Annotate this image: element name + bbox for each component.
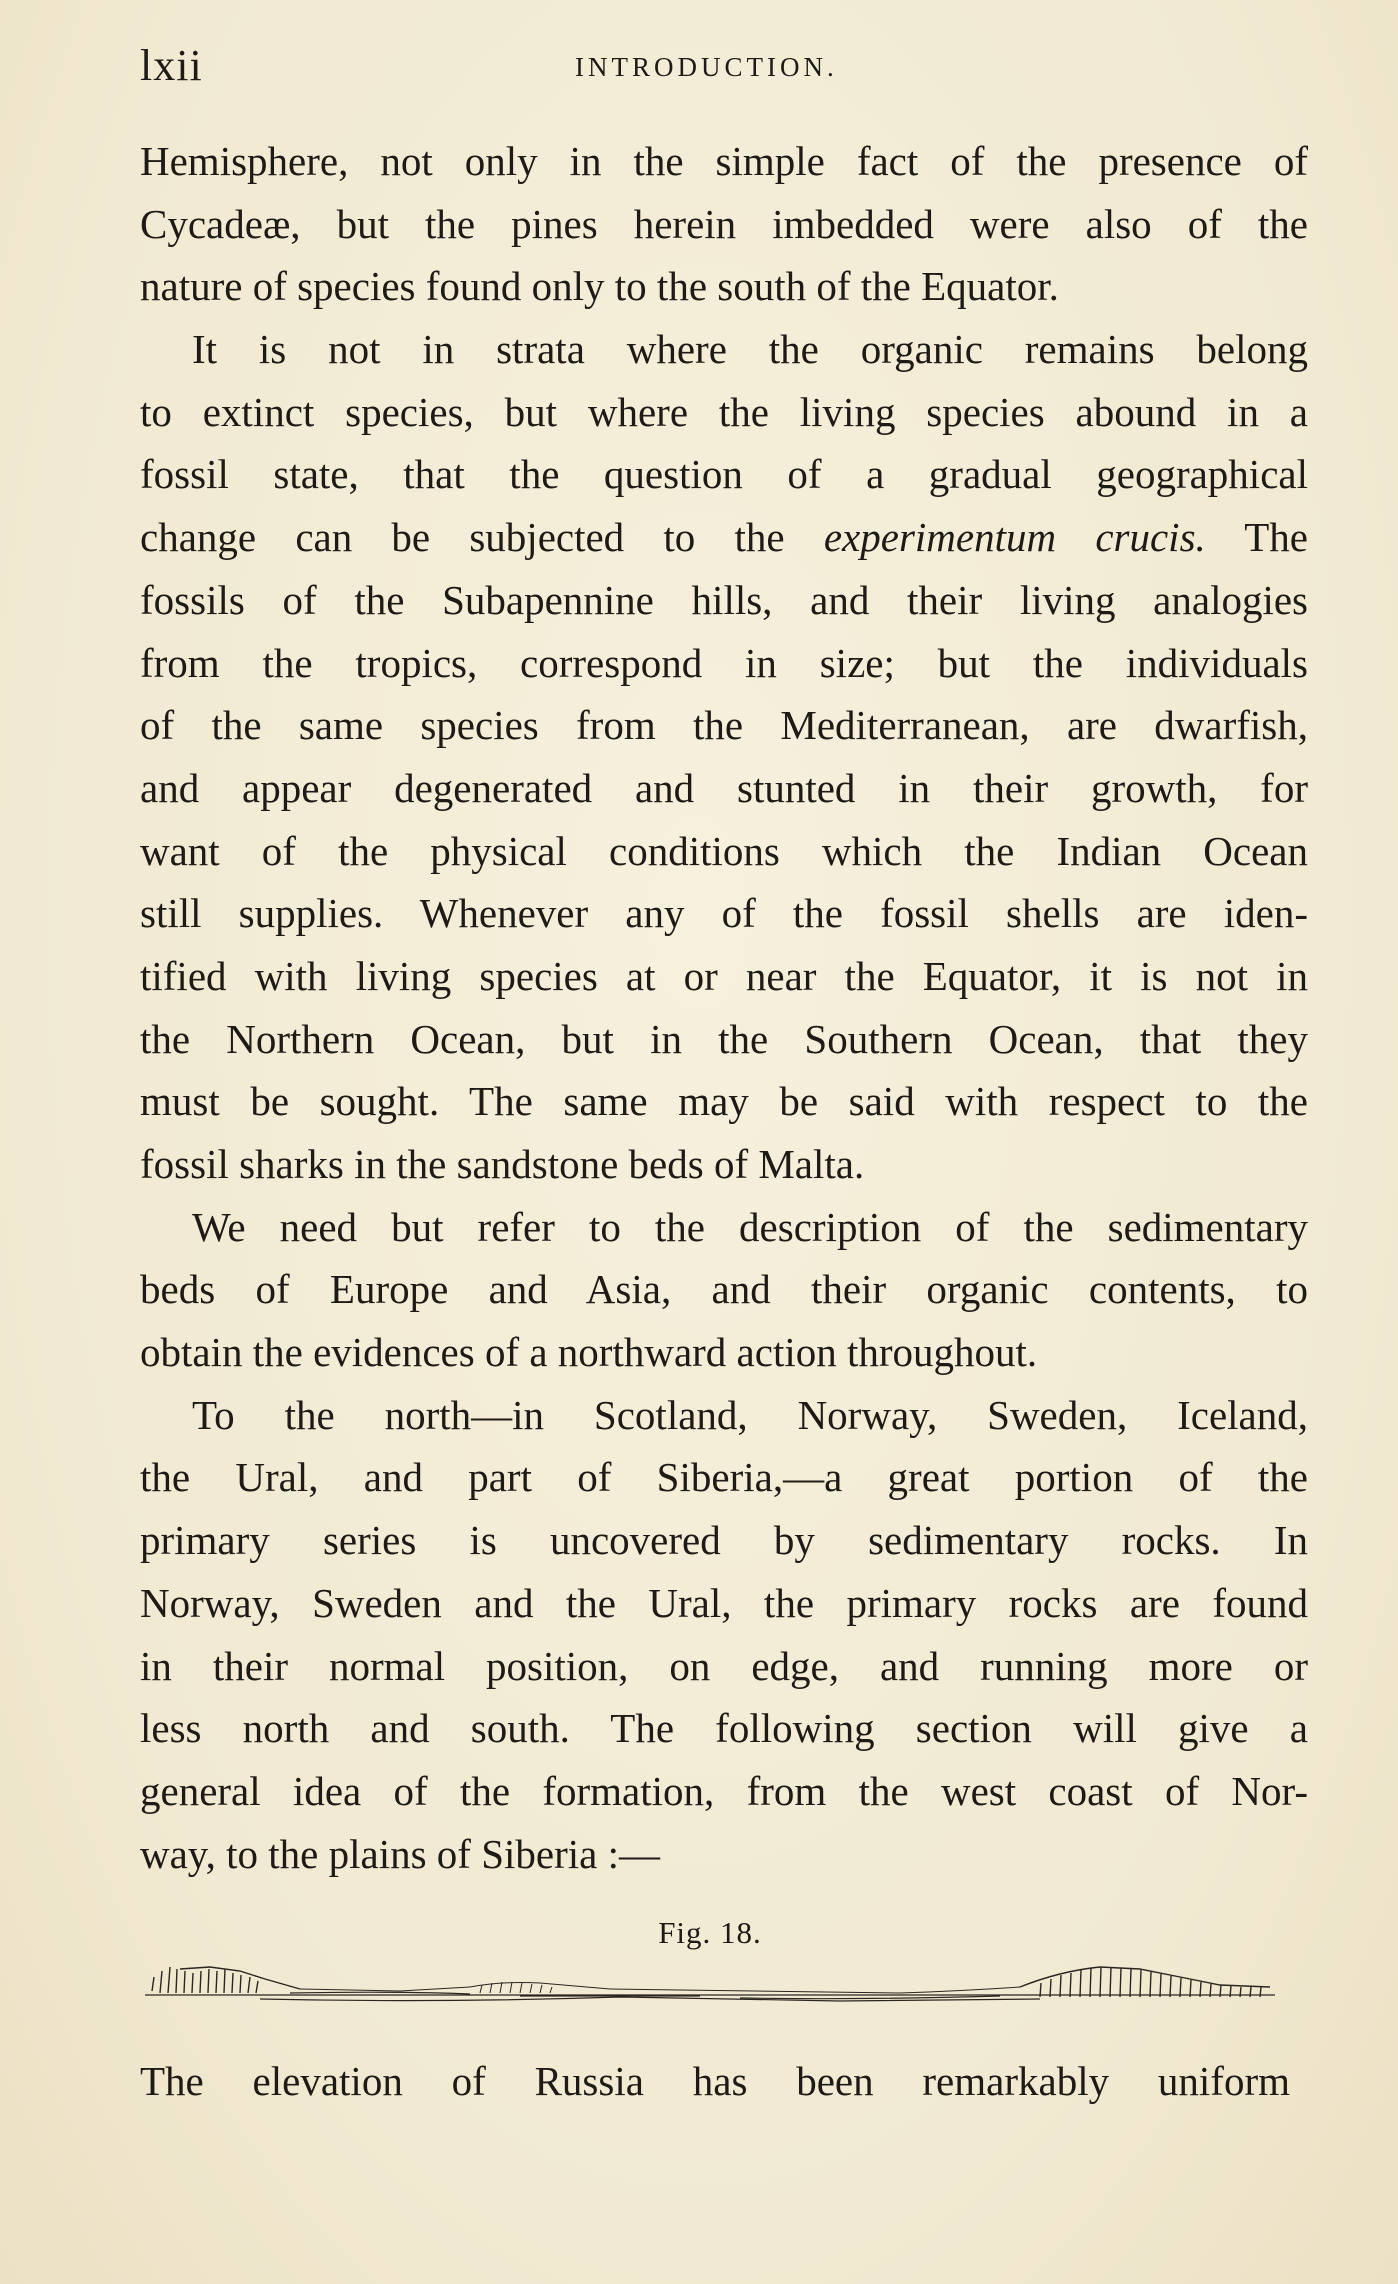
text-line: general idea of the formation, from the west coast of Nor- xyxy=(140,1767,1308,1814)
text-line: fossil state, that the question of a gradual geographical xyxy=(140,451,1308,498)
text-line: fossil sharks in the sandstone beds of Malta. xyxy=(140,1141,865,1187)
text-line: still supplies. Whenever any of the fossil shells are iden- xyxy=(140,890,1308,937)
page-number: lxii xyxy=(140,41,203,90)
text-line: obtain the evidences of a northward action throughout. xyxy=(140,1329,1038,1376)
text-line: It is not in strata where the organic remains belong xyxy=(192,326,1308,373)
text-span: The xyxy=(1244,514,1309,561)
right-rock-formation xyxy=(1020,1967,1270,1997)
text-line: tified with living species at or near the Equator, it is not in xyxy=(140,952,1308,999)
text-line: Cycadeæ, but the pines herein imbedded were also of the xyxy=(140,200,1308,247)
body-text xyxy=(140,130,1308,1885)
text-line: in their normal position, on edge, and running more or xyxy=(140,1642,1308,1689)
text-line: fossils of the Subapennine hills, and their living analogies xyxy=(140,576,1308,623)
text-line: Hemisphere, not only in the simple fact of the presence of xyxy=(140,138,1308,184)
text-line: and appear degenerated and stunted in their growth, for xyxy=(140,764,1308,811)
text-line: the Ural, and part of Siberia,—a great portion of the xyxy=(140,1454,1308,1501)
continuation-text xyxy=(140,2050,1290,2113)
figure-caption: Fig. 18. xyxy=(658,1915,762,1950)
left-rock-formation xyxy=(152,1967,300,1993)
text-line: To the north—in Scotland, Norway, Sweden, Iceland, xyxy=(192,1391,1308,1438)
text-line: of the same species from the Mediterranean, are dwarfish, xyxy=(140,702,1308,749)
text-line: from the tropics, correspond in size; but the individuals xyxy=(140,639,1308,686)
page-header xyxy=(140,40,1310,90)
text-line: The elevation of Russia has been remarkably uniform xyxy=(140,2058,1290,2104)
text-line: must be sought. The same may be said with respect to the xyxy=(140,1078,1308,1125)
figure-18 xyxy=(140,1915,1280,2025)
text-line: less north and south. The following section will give a xyxy=(140,1705,1308,1752)
text-span: change can be subjected to the xyxy=(140,514,785,561)
text-line: to extinct species, but where the living species abound in a xyxy=(140,388,1308,435)
text-line: We need but refer to the description of the sedimentary xyxy=(192,1203,1308,1250)
text-line: nature of species found only to the south of the Equator. xyxy=(140,263,1059,310)
text-line: way, to the plains of Siberia :— xyxy=(140,1830,660,1877)
text-line: beds of Europe and Asia, and their organic contents, to xyxy=(140,1266,1308,1313)
text-line: the Northern Ocean, but in the Southern Ocean, that they xyxy=(140,1015,1308,1062)
italic-phrase: experimentum crucis. xyxy=(823,514,1206,561)
text-line: primary series is uncovered by sedimentary rocks. In xyxy=(140,1517,1308,1564)
geological-section-illustration xyxy=(140,1963,1280,2023)
running-head: INTRODUCTION. xyxy=(575,52,838,82)
text-line: want of the physical conditions which the Indian Ocean xyxy=(140,827,1308,874)
text-line-with-italic xyxy=(140,506,1308,569)
text-line: Norway, Sweden and the Ural, the primary rocks are found xyxy=(140,1579,1308,1626)
